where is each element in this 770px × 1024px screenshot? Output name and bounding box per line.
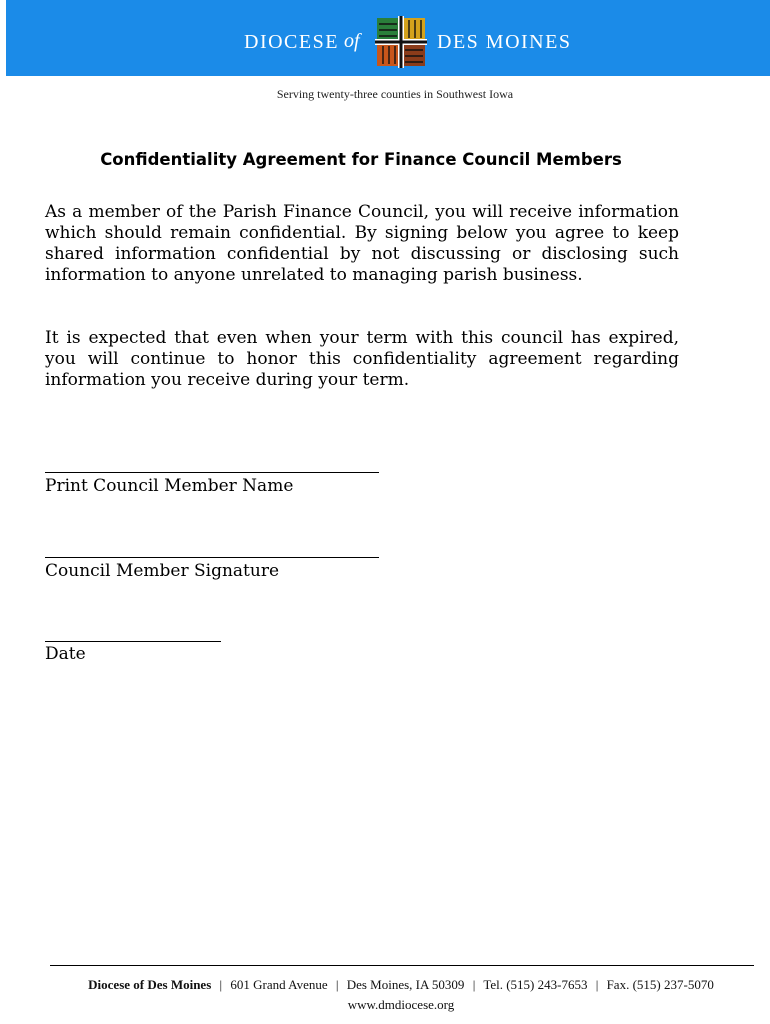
date-signature-line[interactable] bbox=[45, 641, 221, 642]
member-signature-line[interactable] bbox=[45, 557, 379, 558]
header-banner bbox=[6, 0, 770, 76]
diocese-cross-emblem-icon bbox=[375, 16, 427, 68]
footer-separator: | bbox=[472, 977, 476, 992]
name-label: Print Council Member Name bbox=[45, 476, 294, 496]
paragraph-term-expired: It is expected that even when your term with this council has expired, you will continue to honor this confidentiality agreement regarding information you receive during your term. bbox=[45, 328, 679, 390]
footer-org: Diocese of Des Moines bbox=[88, 977, 212, 992]
logo-text-des-moines: DES MOINES bbox=[437, 31, 572, 53]
name-signature-line[interactable] bbox=[45, 472, 379, 473]
footer-address: 601 Grand Avenue bbox=[230, 977, 328, 992]
footer-contact bbox=[0, 977, 770, 993]
footer-separator: | bbox=[335, 977, 339, 992]
date-label: Date bbox=[45, 644, 86, 664]
footer-separator: | bbox=[595, 977, 599, 992]
logo-text-of: of bbox=[344, 30, 360, 52]
footer-city: Des Moines, IA 50309 bbox=[346, 977, 465, 992]
footer-tel: Tel. (515) 243-7653 bbox=[483, 977, 588, 992]
paragraph-confidentiality: As a member of the Parish Finance Council, you will receive information which should remain confidential. By signing below you agree to keep shared information confidential by not discussing or disclosing such information to anyone unrelated to managing parish business. bbox=[45, 202, 679, 285]
logo-text-diocese: DIOCESE bbox=[244, 31, 339, 53]
footer-fax: Fax. (515) 237-5070 bbox=[606, 977, 714, 992]
signature-label: Council Member Signature bbox=[45, 561, 280, 581]
footer-website-link[interactable]: www.dmdiocese.org bbox=[347, 997, 455, 1012]
footer-divider bbox=[50, 965, 754, 966]
document-title: Confidentiality Agreement for Finance Council Members bbox=[100, 150, 622, 169]
footer-separator: | bbox=[219, 977, 223, 992]
tagline: Serving twenty-three counties in Southwest Iowa bbox=[276, 87, 514, 101]
